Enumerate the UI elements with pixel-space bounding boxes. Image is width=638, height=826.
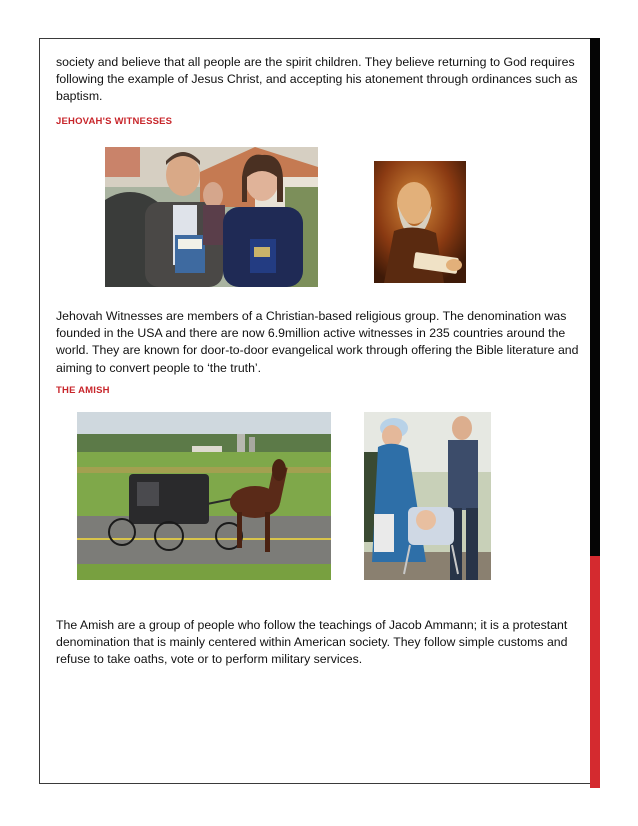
side-bar-black xyxy=(590,38,600,556)
amish-family-photo xyxy=(364,412,491,580)
amish-paragraph: The Amish are a group of people who follow the teachings of Jacob Ammann; it is a protestant denomination that is mainly centered within American society. They follow simple customs and refuse to take oaths, vote or to perform military services. xyxy=(56,618,568,667)
buggy-photo xyxy=(77,412,331,580)
intro-paragraph: society and believe that all people are the spirit children. They believe returning to God requires following the example of Jesus Christ, and accepting his atonement through ordinances such as baptism. xyxy=(56,55,578,104)
reading-man-photo xyxy=(374,161,466,283)
side-bar-red xyxy=(590,556,600,788)
jehovah-heading: JEHOVAH'S WITNESSES xyxy=(56,116,173,127)
witnesses-photo xyxy=(105,147,318,287)
jehovah-paragraph: Jehovah Witnesses are members of a Christian-based religious group. The denomination was founded in the USA and there are now 6.9million active witnesses in 235 countries around the world. They are known for door-to-door evangelical work through offering the Bible literature and aiming to convert people to ‘the truth’. xyxy=(56,309,579,375)
amish-heading: THE AMISH xyxy=(56,385,110,396)
